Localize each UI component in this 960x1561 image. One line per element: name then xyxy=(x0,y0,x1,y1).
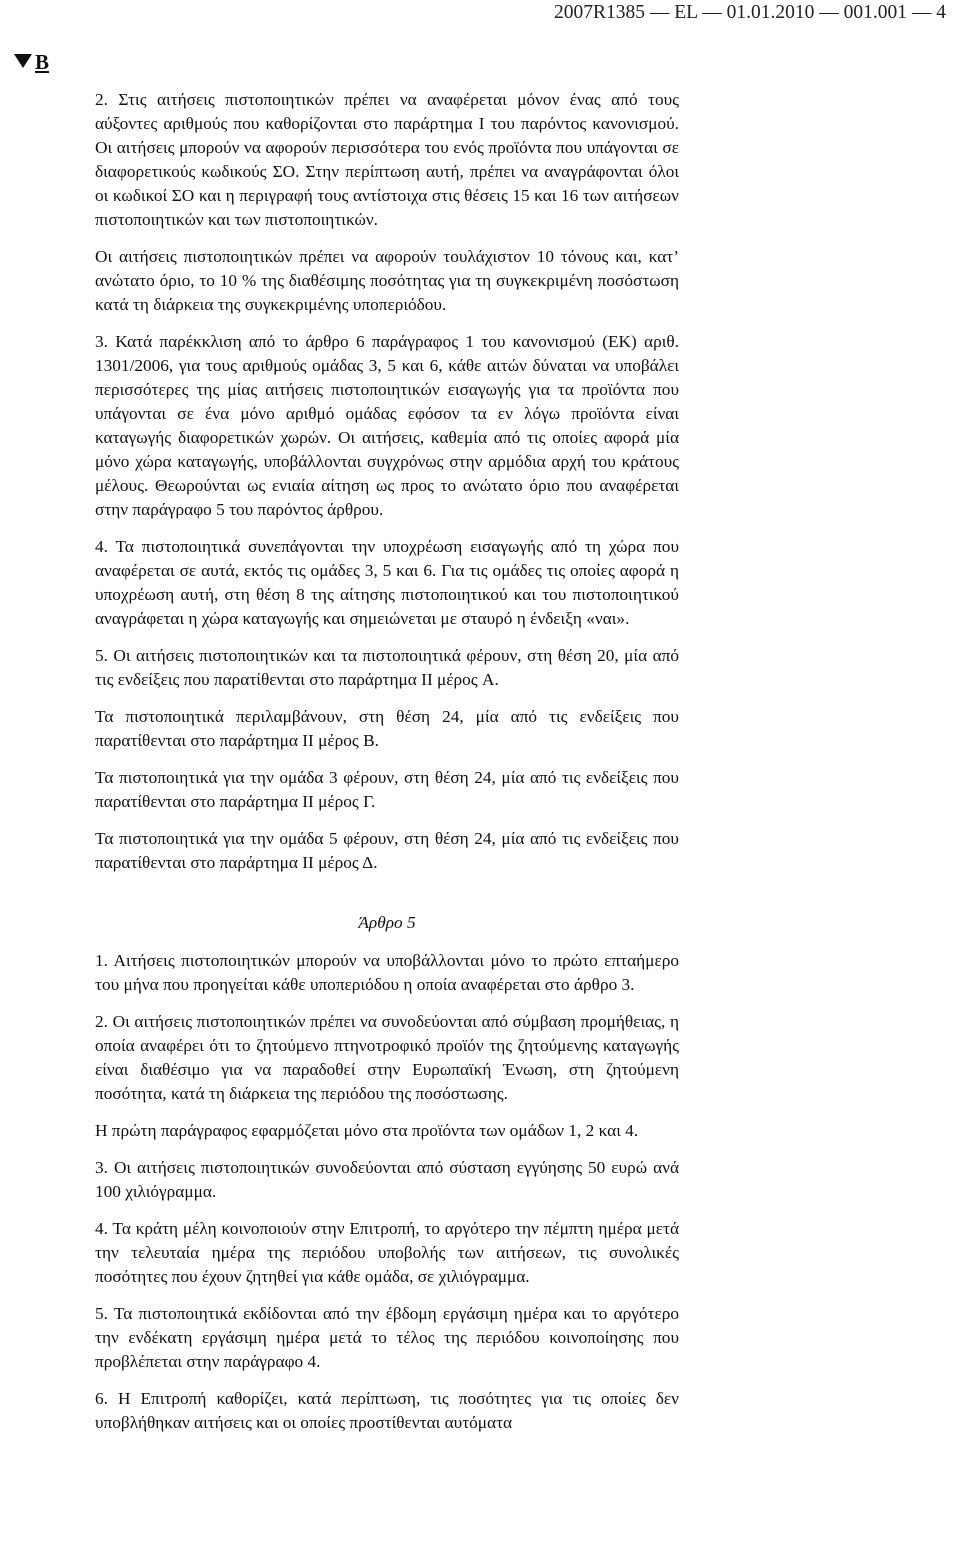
paragraph: Οι αιτήσεις πιστοποιητικών πρέπει να αφορούν τουλάχιστον 10 τόνους και, κατ’ ανώτατο όριο, το 10 % της διαθέσιμης ποσότητας για τη συγκεκριμένη ποσόστωση κατά τη διάρκεια της συγκεκριμένης υποπεριόδου. xyxy=(95,247,679,314)
document-body xyxy=(95,88,679,1448)
down-triangle-icon xyxy=(14,54,32,68)
amendment-marker xyxy=(14,50,49,75)
paragraph: Τα πιστοποιητικά περιλαμβάνουν, στη θέση 24, μία από τις ενδείξεις που παρατίθενται στο παράρτημα II μέρος B. xyxy=(95,707,679,750)
paragraph: 4. Τα πιστοποιητικά συνεπάγονται την υποχρέωση εισαγωγής από τη χώρα που αναφέρεται σε αυτά, εκτός τις ομάδες 3, 5 και 6. Για τις ομάδες τις οποίες αφορά η υποχρέωση αυτή, στη θέση 8 της αίτησης πιστοποιητικού και του πιστοποιητικού αναγράφεται η χώρα καταγωγής και σημειώνεται με σταυρό η ένδειξη «ναι». xyxy=(95,537,679,628)
document-reference: 2007R1385 — EL — 01.01.2010 — 001.001 — 4 xyxy=(554,2,946,23)
article-paragraph: 2. Οι αιτήσεις πιστοποιητικών πρέπει να συνοδεύονται από σύμβαση προμήθειας, η οποία αναφέρει ότι το ζητούμενο πτηνοτροφικό προϊόν της ζητούμενης καταγωγής είναι διαθέσιμο για να παραδοθεί στην Ευρωπαϊκή Ένωση, στη ζητούμενη ποσότητα, κατά τη διάρκεια της περιόδου της ποσόστωσης. xyxy=(95,1012,679,1103)
paragraph: 3. Κατά παρέκκλιση από το άρθρο 6 παράγραφος 1 του κανονισμού (ΕΚ) αριθ. 1301/2006, για τους αριθμούς ομάδας 3, 5 και 6, κάθε αιτών δύναται να υποβάλει περισσότερες της μίας αιτήσεις πιστοποιητικών εισαγωγής για τα προϊόντα που υπάγονται σε ένα μόνο αριθμό ομάδας εφόσον τα εν λόγω προϊόντα είναι καταγωγής διαφορετικών χωρών. Οι αιτήσεις, καθεμία από τις οποίες αφορά μία μόνο χώρα καταγωγής, υποβάλλονται συγχρόνως στην αρμόδια αρχή του κράτους μέλους. Θεωρούνται ως ενιαία αίτηση ως προς το ανώτατο όριο που αναφέρεται στην παράγραφο 5 του παρόντος άρθρου. xyxy=(95,332,679,519)
article-paragraph: 5. Τα πιστοποιητικά εκδίδονται από την έβδομη εργάσιμη ημέρα και το αργότερο την ενδέκατη εργάσιμη ημέρα μετά το τέλος της περιόδου κοινοποίησης που προβλέπεται στην παράγραφο 4. xyxy=(95,1304,679,1371)
article-paragraph: 1. Αιτήσεις πιστοποιητικών μπορούν να υποβάλλονται μόνο το πρώτο επταήμερο του μήνα που προηγείται κάθε υποπεριόδου η οποία αναφέρεται στο άρθρο 3. xyxy=(95,951,679,994)
paragraph: 5. Οι αιτήσεις πιστοποιητικών και τα πιστοποιητικά φέρουν, στη θέση 20, μία από τις ενδείξεις που παρατίθενται στο παράρτημα II μέρος A. xyxy=(95,646,679,689)
paragraph: Τα πιστοποιητικά για την ομάδα 5 φέρουν, στη θέση 24, μία από τις ενδείξεις που παρατίθενται στο παράρτημα II μέρος Δ. xyxy=(95,829,679,872)
paragraph: 2. Στις αιτήσεις πιστοποιητικών πρέπει να αναφέρεται μόνον ένας από τους αύξοντες αριθμούς που καθορίζονται στο παράρτημα I του παρόντος κανονισμού. Οι αιτήσεις μπορούν να αφορούν περισσότερα του ενός προϊόντα που υπάγονται σε διαφορετικούς κωδικούς ΣΟ. Στην περίπτωση αυτή, πρέπει να αναγράφονται όλοι οι κωδικοί ΣΟ και η περιγραφή τους αντίστοιχα στις θέσεις 15 και 16 των αιτήσεων πιστοποιητικών και των πιστοποιητικών. xyxy=(95,90,679,229)
article-title: Άρθρο 5 xyxy=(358,913,416,932)
article-paragraph: 6. Η Επιτροπή καθορίζει, κατά περίπτωση, τις ποσότητες για τις οποίες δεν υποβλήθηκαν αιτήσεις και οι οποίες προστίθενται αυτόματα xyxy=(95,1389,679,1432)
article-paragraph: 3. Οι αιτήσεις πιστοποιητικών συνοδεύονται από σύσταση εγγύησης 50 ευρώ ανά 100 χιλιόγραμμα. xyxy=(95,1158,679,1201)
article-paragraph: 4. Τα κράτη μέλη κοινοποιούν στην Επιτροπή, το αργότερο την πέμπτη ημέρα μετά την τελευταία ημέρα της περιόδου υποβολής των αιτήσεων, τις συνολικές ποσότητες που έχουν ζητηθεί για κάθε ομάδα, σε χιλιόγραμμα. xyxy=(95,1219,679,1286)
amendment-letter: B xyxy=(35,50,50,74)
article-paragraph: Η πρώτη παράγραφος εφαρμόζεται μόνο στα προϊόντα των ομάδων 1, 2 και 4. xyxy=(95,1121,639,1140)
paragraph: Τα πιστοποιητικά για την ομάδα 3 φέρουν, στη θέση 24, μία από τις ενδείξεις που παρατίθενται στο παράρτημα II μέρος Γ. xyxy=(95,768,679,811)
